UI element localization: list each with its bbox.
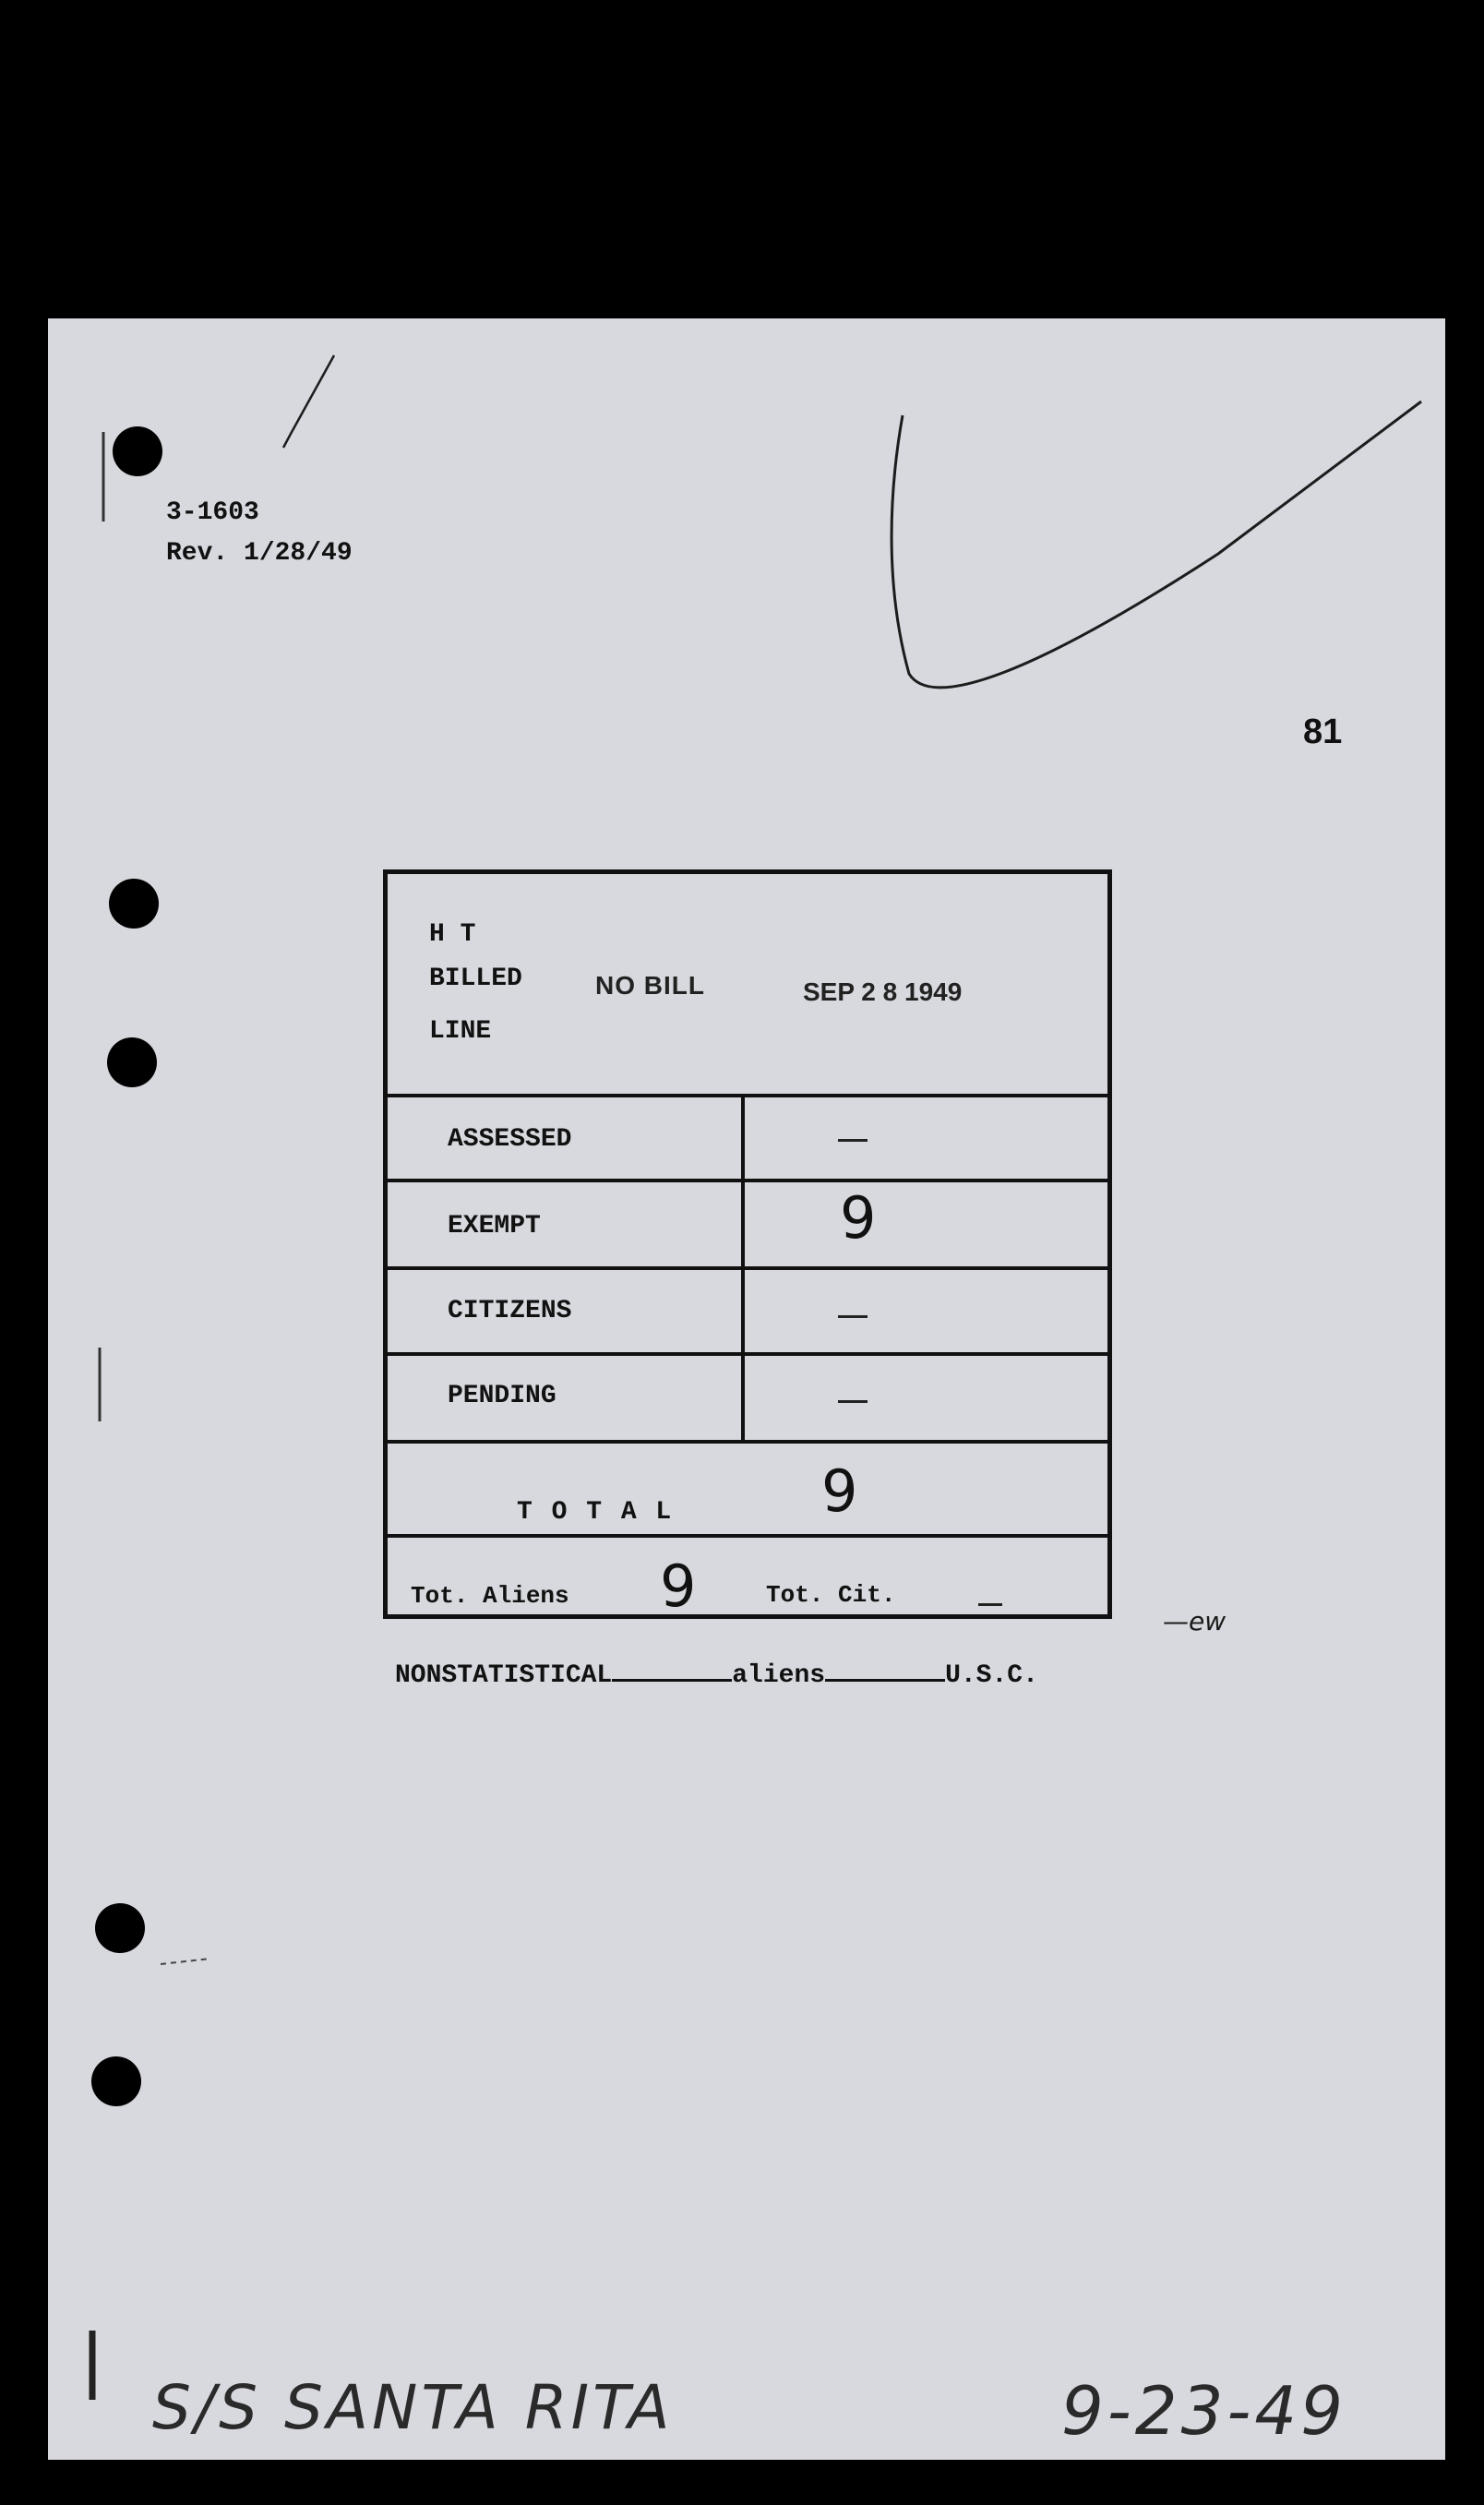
row-divider (388, 1179, 1109, 1182)
vessel-name: S/S SANTA RITA (152, 2372, 674, 2443)
date-stamp: SEP 2 8 1949 (803, 977, 963, 1006)
row-label: CITIZENS (448, 1297, 572, 1325)
line-label: LINE (429, 1017, 492, 1046)
nonstatistical-blank (612, 1679, 732, 1682)
margin-initials: —ew (1163, 1606, 1227, 1636)
row-divider (388, 1534, 1109, 1538)
row-value: 9 (840, 1184, 877, 1252)
usc-label: U.S.C. (945, 1661, 1038, 1690)
row-label: EXEMPT (448, 1212, 541, 1241)
total-aliens-label: Tot. Aliens (411, 1582, 569, 1610)
handwritten-date: 9-23-49 (1061, 2372, 1347, 2450)
row-value (838, 1315, 868, 1318)
row-divider (388, 1440, 1109, 1444)
row-label: ASSESSED (448, 1125, 572, 1154)
nonstatistical-label: NONSTATISTICAL (395, 1661, 613, 1690)
row-value (838, 1400, 868, 1403)
ht-label: H T (429, 920, 476, 949)
row-value (838, 1139, 868, 1142)
total-label: T O T A L (517, 1498, 674, 1527)
total-citizens-value (978, 1603, 1002, 1606)
form-number: 3-1603 (166, 498, 259, 527)
row-divider (388, 1094, 1109, 1097)
total-aliens-value: 9 (660, 1552, 697, 1620)
form-revision: Rev. 1/28/49 (166, 539, 353, 568)
total-value: 9 (821, 1457, 858, 1525)
billed-label: BILLED (429, 965, 522, 993)
row-label: PENDING (448, 1382, 556, 1410)
aliens-label: aliens (732, 1661, 826, 1690)
aliens-blank (825, 1679, 945, 1682)
row-divider (388, 1266, 1109, 1270)
no-bill-stamp: NO BILL (595, 971, 705, 1000)
page-number: 81 (1303, 713, 1343, 751)
nonstatistical-line (395, 1661, 1038, 1690)
row-divider (388, 1352, 1109, 1356)
tally-form-box (383, 869, 1112, 1619)
total-citizens-label: Tot. Cit. (766, 1581, 896, 1609)
